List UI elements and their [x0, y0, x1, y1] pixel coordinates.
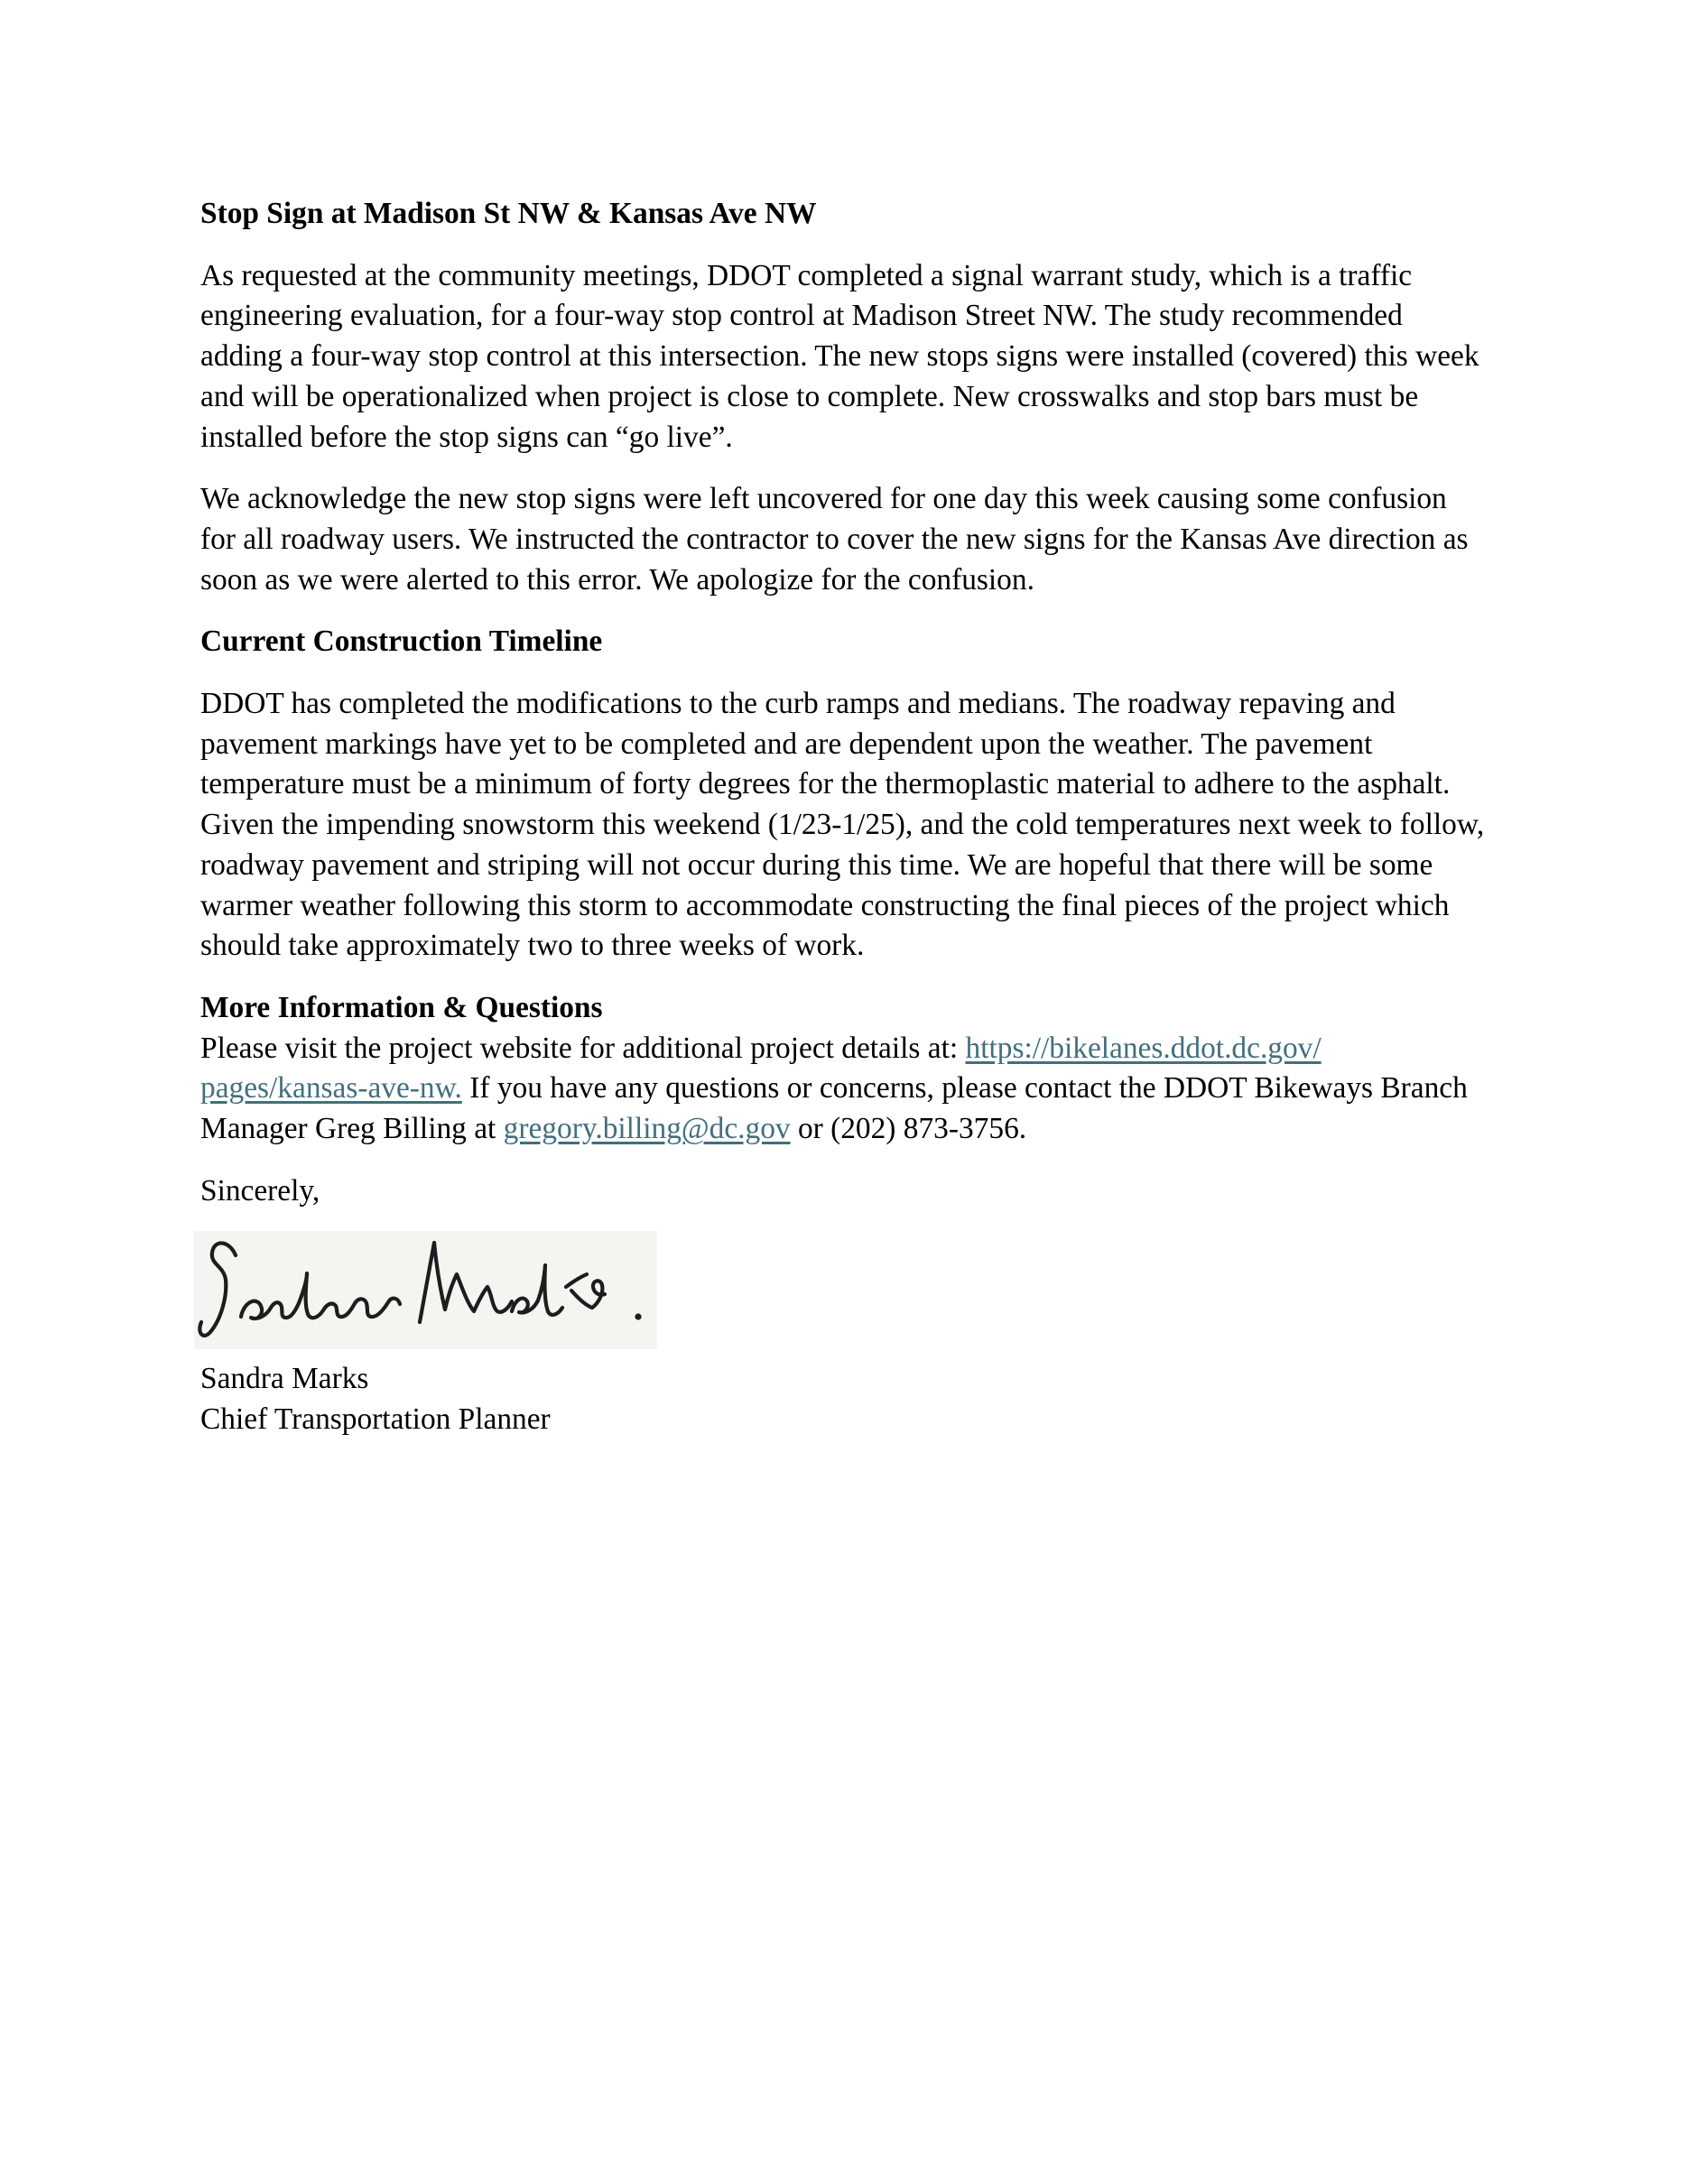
- phone-text: or (202) 873-3756.: [790, 1112, 1027, 1146]
- email-link[interactable]: gregory.billing@dc.gov: [503, 1112, 791, 1146]
- paragraph-construction-status: DDOT has completed the modifications to the curb ramps and medians. The roadway repaving and pavement markings have yet to be completed and are dependent upon the weather. The pavement temperature must be a minimum of forty degrees for the thermoplastic material to adhere to the asphalt. Given the impending snowstorm this weekend (1/23-1/25), and the cold temperatures next week to follow, roadway pavement and striping will not occur during this time. We are hopeful that there will be some warmer weather following this storm to accommodate constructing the final pieces of the project which should take approximately two to three weeks of work.: [200, 687, 1485, 963]
- paragraph-signal-warrant: As requested at the community meetings, DDOT completed a signal warrant study, which is a traffic engineering evaluation, for a four-way stop control at Madison Street NW. The study recommended adding a four-way stop control at this intersection. The new stops signs were installed (covered) this week and will be operationalized when project is close to complete. New crosswalks and stop bars must be installed before the stop signs can “go live”.: [200, 258, 1479, 454]
- project-url-link[interactable]: https://bikelanes.ddot.dc.gov/: [965, 1031, 1322, 1065]
- heading-stop-sign: Stop Sign at Madison St NW & Kansas Ave NW: [200, 197, 817, 230]
- contact-info-text-middle: If you have any questions or concerns, please contact the DDOT Bikeways Branch Manager Greg Billing at: [200, 1071, 1468, 1146]
- contact-info-text: Please visit the project website for additional project details at:: [200, 1031, 966, 1065]
- signature-ink: [194, 1231, 657, 1349]
- document-content: [200, 194, 1488, 1440]
- signature-image: [194, 1231, 657, 1349]
- signer-name: Sandra Marks: [200, 1362, 369, 1396]
- valediction: Sincerely,: [200, 1173, 320, 1208]
- paragraph-uncovered-signs: We acknowledge the new stop signs were left uncovered for one day this week causing some confusion for all roadway users. We instructed the contractor to cover the new signs for the Kansas Ave direction as soon as we were alerted to this error. We apologize for the confusion.: [200, 482, 1469, 597]
- heading-construction-timeline: Current Construction Timeline: [200, 625, 603, 659]
- heading-more-information: More Information & Questions: [200, 990, 603, 1024]
- project-url-link-continued[interactable]: pages/kansas-ave-nw.: [200, 1071, 462, 1106]
- signer-title: Chief Transportation Planner: [200, 1402, 551, 1437]
- paragraph-contact-info: [200, 1029, 1488, 1150]
